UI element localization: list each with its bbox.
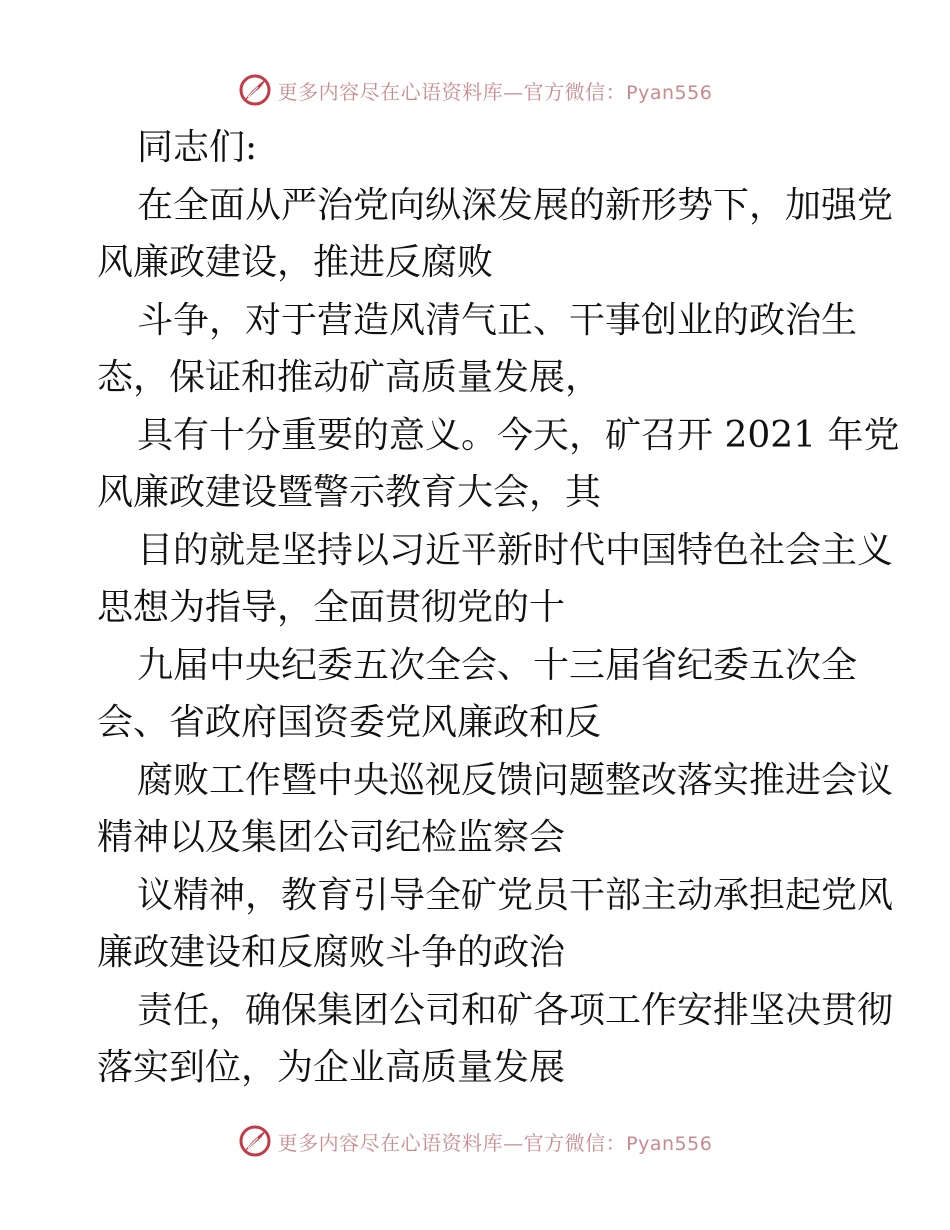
text-line: 风廉政建设暨警示教育大会，其 xyxy=(97,472,602,513)
watermark-text: 更多内容尽在心语资料库—官方微信：Pyan556 xyxy=(277,79,713,104)
text-line: 议精神，教育引导全矿党员干部主动承担起党风 xyxy=(137,875,894,916)
text-line: 思想为指导，全面贯彻党的十 xyxy=(97,587,566,628)
text-line: 态，保证和推动矿高质量发展， xyxy=(97,357,602,398)
text-line: 在全面从严治党向纵深发展的新形势下，加强党 xyxy=(137,185,894,226)
text-line: 腐败工作暨中央巡视反馈问题整改落实推进会议 xyxy=(137,760,894,801)
text-line: 风廉政建设，推进反腐败 xyxy=(97,242,494,283)
text-line: 具有十分重要的意义。今天，矿召开 2021 年党 xyxy=(137,415,900,456)
text-line: 落实到位，为企业高质量发展 xyxy=(97,1047,566,1088)
text-line: 九届中央纪委五次全会、十三届省纪委五次全 xyxy=(137,645,858,686)
text-line: 廉政建设和反腐败斗争的政治 xyxy=(97,932,566,973)
text-line: 精神以及集团公司纪检监察会 xyxy=(97,817,566,858)
watermark-text: 更多内容尽在心语资料库—官方微信：Pyan556 xyxy=(277,1130,713,1155)
footer-watermark xyxy=(0,1121,950,1161)
text-line: 会、省政府国资委党风廉政和反 xyxy=(97,702,602,743)
text-line: 同志们: xyxy=(137,127,258,168)
text-line: 目的就是坚持以习近平新时代中国特色社会主义 xyxy=(137,530,894,571)
feather-pen-circle-icon xyxy=(238,1124,272,1158)
text-line: 斗争，对于营造风清气正、干事创业的政治生 xyxy=(137,300,858,341)
text-line: 责任，确保集团公司和矿各项工作安排坚决贯彻 xyxy=(137,990,894,1031)
